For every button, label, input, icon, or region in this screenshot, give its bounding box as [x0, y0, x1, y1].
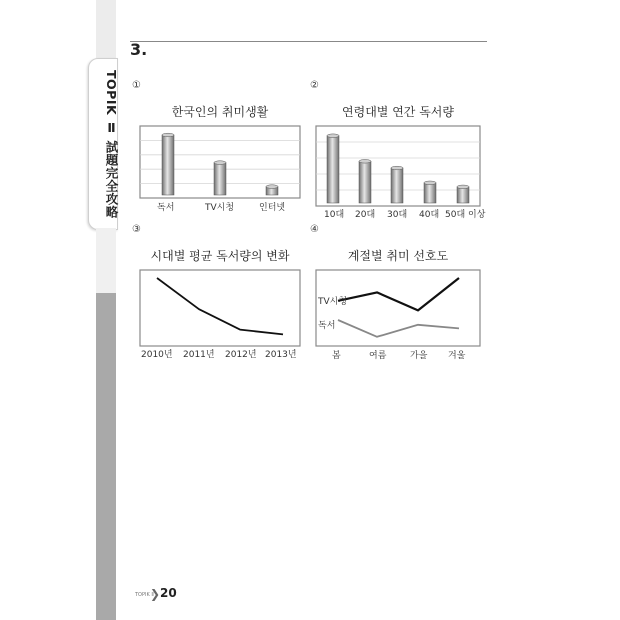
chart-2-category-label: 30대	[387, 210, 408, 220]
chart-2-bar	[457, 187, 469, 203]
chart-1-bar-cap	[214, 161, 226, 165]
chart-2-category-label: 10대	[324, 210, 345, 220]
chart-4-series-label-reading: 독서	[318, 321, 336, 331]
chart-2-title: 연령대별 연간 독서량	[342, 105, 454, 119]
chart-4-series-label-tv: TV시청	[318, 297, 348, 307]
chart-2-category-label: 50대 이상	[445, 210, 486, 220]
page-number: 20	[160, 586, 177, 600]
chart-2-bar	[424, 183, 436, 203]
chart-2-category-label: 40대	[419, 210, 440, 220]
chart-4-category-label: 겨울	[448, 351, 466, 361]
chart-2-category-label: 20대	[355, 210, 376, 220]
chart-1-category-label: 인터넷	[259, 203, 286, 213]
question-number: 3.	[130, 40, 148, 59]
option-number-3: ③	[132, 224, 141, 235]
chart-4-category-label: 가을	[410, 351, 428, 361]
chart-3-frame	[140, 270, 300, 346]
chart-2-bar-cap	[327, 134, 339, 138]
sidebar-book-title: TOPIK Ⅱ 試題完全攻略	[104, 70, 119, 219]
option-number-1: ①	[132, 80, 141, 91]
chart-2-bar	[359, 161, 371, 203]
chart-3-category-label: 2010년	[141, 350, 173, 360]
chart-1-title: 한국인의 취미생활	[171, 105, 269, 119]
option-number-2: ②	[310, 80, 319, 91]
chart-1-bar	[214, 163, 226, 195]
option-number-4: ④	[310, 224, 319, 235]
footer-book-mark: TOPIK Ⅱ	[135, 592, 154, 598]
chart-2-bar-cap	[457, 185, 469, 189]
chart-3-category-label: 2012년	[225, 350, 257, 360]
chart-1-category-label: 독서	[157, 203, 175, 213]
chevron-right-icon: ❯	[150, 587, 161, 601]
chart-4-category-label: 여름	[369, 351, 387, 361]
chart-1-bar-cap	[162, 133, 174, 137]
chart-3-title: 시대별 평균 독서량의 변화	[150, 249, 290, 263]
chart-3-category-label: 2013년	[265, 350, 297, 360]
chart-1-category-label: TV시청	[205, 203, 235, 213]
chart-2-bar-cap	[391, 166, 403, 170]
chart-4-title: 계절별 취미 선호도	[347, 249, 449, 263]
chart-1-bar-cap	[266, 185, 278, 189]
chart-2-bar	[327, 136, 339, 203]
chart-2-bar-cap	[359, 159, 371, 163]
chart-2-bar	[391, 168, 403, 203]
chart-1-bar	[162, 135, 174, 195]
chart-2-bar-cap	[424, 181, 436, 185]
chart-3-category-label: 2011년	[183, 350, 215, 360]
chart-4-category-label: 봄	[332, 351, 341, 361]
